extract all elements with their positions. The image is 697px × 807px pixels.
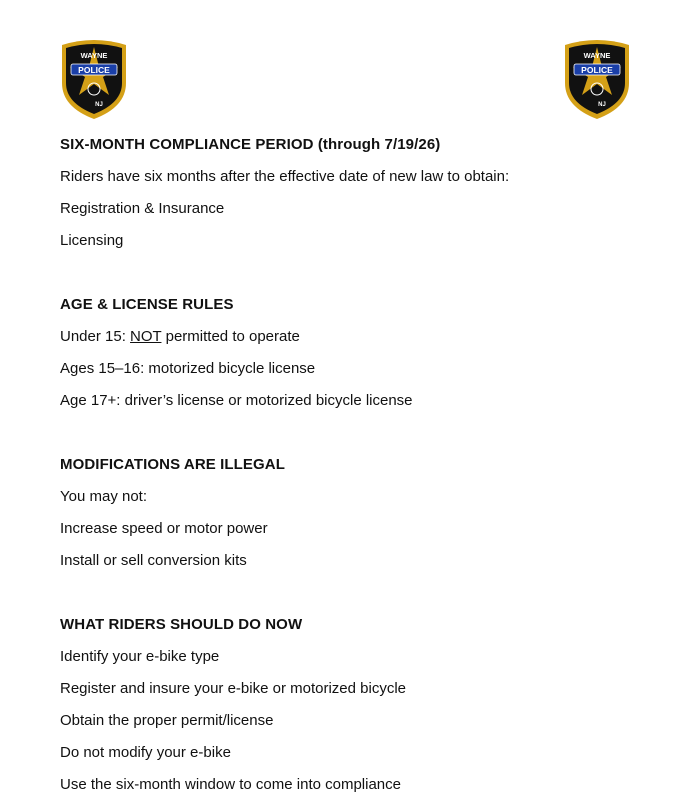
actions-line: Obtain the proper permit/license	[60, 712, 274, 729]
actions-heading: WHAT RIDERS SHOULD DO NOW	[60, 616, 303, 633]
logo-text-top: WAYNE	[80, 51, 108, 60]
actions-line: Register and insure your e-bike or motorized bicycle	[60, 680, 406, 697]
compliance-heading-sub: (through 7/19/26)	[313, 136, 441, 153]
age-heading: AGE & LICENSE RULES	[60, 296, 234, 313]
age-line: Ages 15–16: motorized bicycle license	[60, 360, 316, 377]
mods-heading: MODIFICATIONS ARE ILLEGAL	[60, 456, 285, 473]
compliance-heading	[60, 134, 660, 155]
logo-text-mid: POLICE	[581, 65, 613, 75]
compliance-line: Registration & Insurance	[60, 200, 225, 217]
police-badge-left	[58, 37, 130, 121]
document-body	[60, 134, 660, 806]
police-shield-icon	[58, 37, 130, 121]
actions-line: Do not modify your e-bike	[60, 744, 231, 761]
logo-text-mid: POLICE	[78, 65, 110, 75]
age-line	[60, 326, 660, 347]
compliance-line: Licensing	[60, 232, 124, 249]
logo-text-bottom: NJ	[95, 102, 103, 108]
age-line-prefix: Under 15:	[60, 328, 131, 345]
mods-line: Install or sell conversion kits	[60, 552, 247, 569]
police-badge-right	[561, 37, 633, 121]
actions-line: Use the six-month window to come into compliance	[60, 776, 401, 793]
compliance-heading-main: SIX-MONTH COMPLIANCE PERIOD	[60, 136, 314, 153]
mods-line: You may not:	[60, 488, 148, 505]
age-line-emph: NOT	[130, 328, 162, 345]
age-line-suffix: permitted to operate	[161, 328, 300, 345]
age-line: Age 17+: driver’s license or motorized bicycle license	[60, 392, 413, 409]
actions-line: Identify your e-bike type	[60, 648, 220, 665]
police-shield-icon	[561, 37, 633, 121]
logo-text-bottom: NJ	[598, 102, 606, 108]
mods-line: Increase speed or motor power	[60, 520, 268, 537]
compliance-line: Riders have six months after the effective date of new law to obtain:	[60, 168, 510, 185]
logo-text-top: WAYNE	[583, 51, 611, 60]
